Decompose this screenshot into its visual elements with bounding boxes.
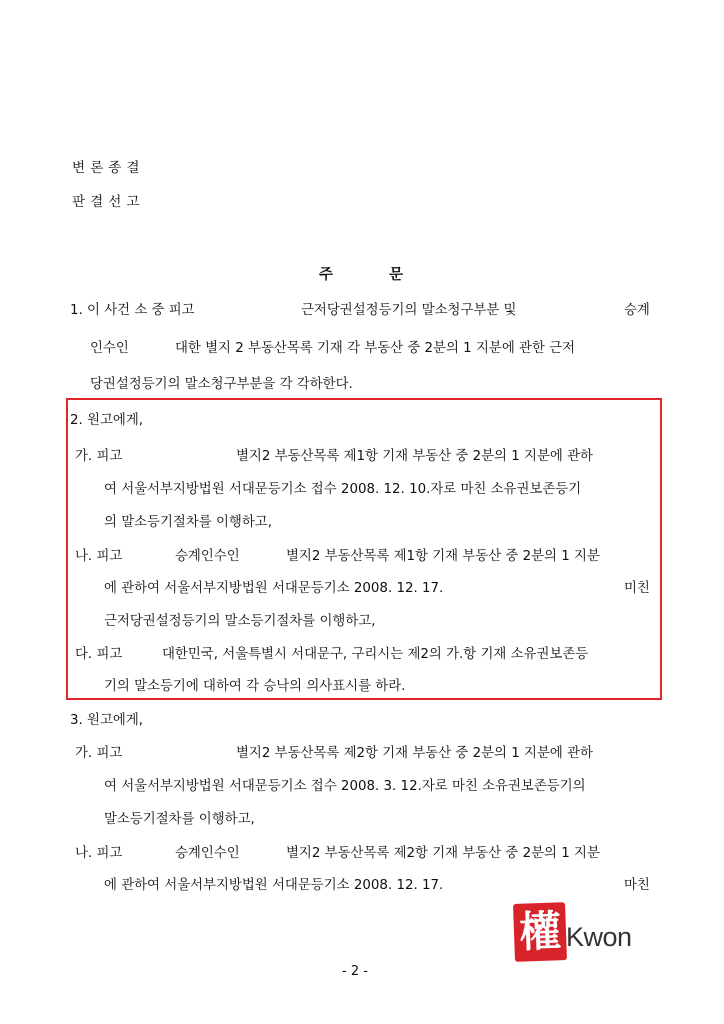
watermark-seal-logo xyxy=(513,902,567,962)
item2-na-line2-a: 에 관하여 서울서부지방법원 서대문등기소 2008. 12. 17. xyxy=(104,581,444,596)
item2-na-b: 승계인수인 xyxy=(175,549,240,564)
item3-na-b: 승계인수인 xyxy=(175,846,240,861)
item2-ga-line3: 의 말소등기절차를 이행하고, xyxy=(104,515,272,530)
item1-line1-a: 1. 이 사건 소 중 피고 xyxy=(70,303,195,318)
item2-na-c: 별지2 부동산목록 제1항 기재 부동산 중 2분의 1 지분 xyxy=(286,549,600,564)
item3-na-line2-b: 마친 xyxy=(624,878,650,893)
item3-ga-b: 별지2 부동산목록 제2항 기재 부동산 중 2분의 1 지분에 관하 xyxy=(236,746,593,761)
page-number: - 2 - xyxy=(342,964,368,979)
item1-line2-a: 인수인 xyxy=(90,341,129,356)
item3-na-c: 별지2 부동산목록 제2항 기재 부동산 중 2분의 1 지분 xyxy=(286,846,600,861)
item2-na-a: 나. 피고 xyxy=(75,549,123,564)
item1-line1-c: 승계 xyxy=(624,303,650,318)
item3-ga-line2: 여 서울서부지방법원 서대문등기소 접수 2008. 3. 12.자로 마친 소유권보존등기의 xyxy=(104,779,586,794)
title-left: 주 xyxy=(319,267,334,283)
item1-line2-b: 대한 별지 2 부동산목록 기재 각 부동산 중 2분의 1 지분에 관한 근저 xyxy=(175,341,576,356)
heading-closing: 변론종결 xyxy=(72,160,145,176)
item2-da-a: 다. 피고 xyxy=(75,647,123,662)
item2-na-line3: 근저당권설정등기의 말소등기절차를 이행하고, xyxy=(104,614,376,629)
item2-da-b: 대한민국, 서울특별시 서대문구, 구리시는 제2의 가.항 기재 소유권보존등 xyxy=(162,647,589,662)
heading-verdict: 판결선고 xyxy=(72,194,145,210)
item1-line1-b: 근저당권설정등기의 말소청구부분 및 xyxy=(301,303,517,318)
item2-da-line2: 기의 말소등기에 대하여 각 승낙의 의사표시를 하라. xyxy=(104,679,406,694)
title-right: 문 xyxy=(389,267,404,283)
item3-ga-a: 가. 피고 xyxy=(75,746,123,761)
item2-ga-a: 가. 피고 xyxy=(75,449,123,464)
item3-ga-line3: 말소등기절차를 이행하고, xyxy=(104,812,255,827)
seal-glyph: 權 xyxy=(518,906,562,957)
item3-head: 3. 원고에게, xyxy=(70,713,144,728)
watermark-seal-text: Kwon xyxy=(566,922,632,952)
item2-na-line2-b: 미친 xyxy=(624,581,650,596)
item2-ga-b: 별지2 부동산목록 제1항 기재 부동산 중 2분의 1 지분에 관하 xyxy=(236,449,593,464)
item3-na-line2-a: 에 관하여 서울서부지방법원 서대문등기소 2008. 12. 17. xyxy=(104,878,444,893)
item3-na-a: 나. 피고 xyxy=(75,846,123,861)
item2-head: 2. 원고에게, xyxy=(70,413,144,428)
item2-ga-line2: 여 서울서부지방법원 서대문등기소 접수 2008. 12. 10.자로 마친 소유권보존등기 xyxy=(104,482,582,497)
item1-line3: 당권설정등기의 말소청구부분을 각 각하한다. xyxy=(90,377,353,392)
